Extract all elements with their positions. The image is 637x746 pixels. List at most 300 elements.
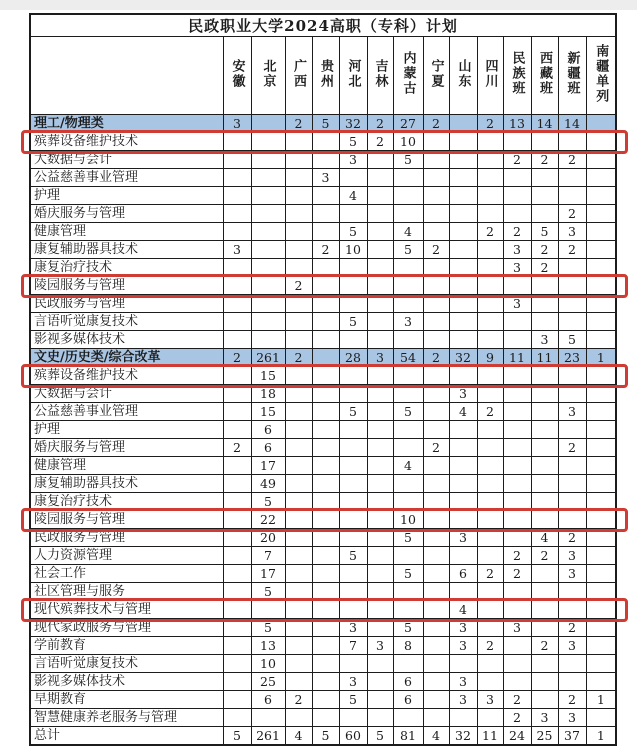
value-cell: 2 (558, 439, 586, 457)
value-cell (423, 205, 449, 223)
row-label: 公益慈善事业管理 (30, 169, 223, 187)
row-label: 言语听觉康复技术 (30, 655, 223, 673)
value-cell (477, 259, 503, 277)
value-cell (312, 529, 339, 547)
row-label: 人力资源管理 (30, 547, 223, 565)
value-cell (285, 367, 312, 385)
value-cell (477, 295, 503, 313)
value-cell: 3 (449, 673, 477, 691)
value-cell: 3 (449, 691, 477, 709)
value-cell: 4 (449, 601, 477, 619)
value-cell (558, 385, 586, 403)
value-cell: 2 (531, 259, 558, 277)
value-cell (423, 313, 449, 331)
major-row (30, 367, 616, 385)
value-cell: 2 (423, 439, 449, 457)
row-label: 现代殡葬技术与管理 (30, 601, 223, 619)
value-cell: 3 (449, 385, 477, 403)
value-cell (531, 565, 558, 583)
value-cell: 4 (393, 457, 423, 475)
value-cell (531, 511, 558, 529)
value-cell (312, 673, 339, 691)
value-cell (285, 619, 312, 637)
value-cell (558, 187, 586, 205)
value-cell (393, 583, 423, 601)
value-cell: 15 (251, 367, 285, 385)
value-cell (423, 403, 449, 421)
value-cell (449, 439, 477, 457)
value-cell: 5 (393, 619, 423, 637)
value-cell (285, 565, 312, 583)
value-cell (367, 421, 393, 439)
value-cell (339, 439, 367, 457)
value-cell (449, 133, 477, 151)
corner-cell (30, 37, 223, 115)
value-cell (558, 493, 586, 511)
major-row (30, 403, 616, 421)
value-cell (393, 709, 423, 727)
value-cell (477, 421, 503, 439)
value-cell (285, 511, 312, 529)
value-cell: 2 (477, 223, 503, 241)
value-cell (531, 313, 558, 331)
column-header-label: 南疆单列 (593, 43, 609, 104)
value-cell: 2 (285, 277, 312, 295)
value-cell (312, 655, 339, 673)
column-header-10 (477, 37, 503, 115)
enrollment-plan-table-wrap (29, 13, 617, 746)
value-cell: 5 (339, 403, 367, 421)
top-margin-strip (0, 0, 637, 10)
value-cell (285, 295, 312, 313)
value-cell: 2 (477, 565, 503, 583)
value-cell: 3 (367, 637, 393, 655)
row-label: 健康管理 (30, 223, 223, 241)
value-cell (586, 331, 616, 349)
value-cell (586, 547, 616, 565)
value-cell (285, 385, 312, 403)
value-cell (339, 655, 367, 673)
major-row (30, 457, 616, 475)
value-cell (393, 493, 423, 511)
value-cell: 11 (531, 349, 558, 367)
value-cell (312, 277, 339, 295)
value-cell (477, 331, 503, 349)
column-header-label: 吉林 (372, 58, 388, 89)
value-cell (449, 709, 477, 727)
value-cell (423, 169, 449, 187)
value-cell (531, 475, 558, 493)
major-row (30, 565, 616, 583)
value-cell (393, 421, 423, 439)
value-cell (586, 115, 616, 133)
value-cell (312, 439, 339, 457)
value-cell: 6 (393, 691, 423, 709)
value-cell (312, 223, 339, 241)
value-cell (285, 403, 312, 421)
title-row (30, 14, 616, 37)
value-cell (586, 205, 616, 223)
value-cell (477, 205, 503, 223)
column-header-1 (223, 37, 251, 115)
value-cell (393, 439, 423, 457)
value-cell (586, 403, 616, 421)
value-cell (423, 223, 449, 241)
major-row (30, 385, 616, 403)
value-cell (367, 457, 393, 475)
value-cell (531, 385, 558, 403)
value-cell (503, 205, 531, 223)
value-cell (423, 565, 449, 583)
value-cell: 3 (531, 709, 558, 727)
value-cell (223, 475, 251, 493)
value-cell (423, 421, 449, 439)
value-cell: 2 (285, 115, 312, 133)
value-cell (586, 313, 616, 331)
value-cell: 2 (223, 439, 251, 457)
value-cell: 2 (503, 709, 531, 727)
value-cell (503, 493, 531, 511)
value-cell (449, 223, 477, 241)
value-cell (339, 565, 367, 583)
value-cell (558, 367, 586, 385)
row-label: 婚庆服务与管理 (30, 205, 223, 223)
value-cell (285, 655, 312, 673)
total-row (30, 727, 616, 746)
value-cell: 5 (339, 691, 367, 709)
value-cell (285, 475, 312, 493)
column-header-row (30, 37, 616, 115)
major-row (30, 421, 616, 439)
row-label: 言语听觉康复技术 (30, 313, 223, 331)
value-cell: 3 (449, 619, 477, 637)
value-cell (586, 709, 616, 727)
value-cell (423, 673, 449, 691)
value-cell (477, 709, 503, 727)
value-cell (393, 331, 423, 349)
value-cell (449, 547, 477, 565)
value-cell: 2 (531, 151, 558, 169)
value-cell (558, 583, 586, 601)
value-cell (586, 187, 616, 205)
value-cell (367, 475, 393, 493)
value-cell (586, 601, 616, 619)
value-cell (312, 421, 339, 439)
value-cell (393, 655, 423, 673)
value-cell (285, 259, 312, 277)
column-header-label: 山东 (455, 58, 471, 89)
value-cell (251, 313, 285, 331)
column-header-4 (312, 37, 339, 115)
value-cell: 17 (251, 565, 285, 583)
row-label: 婚庆服务与管理 (30, 439, 223, 457)
value-cell: 3 (558, 547, 586, 565)
row-label: 康复治疗技术 (30, 493, 223, 511)
value-cell (339, 385, 367, 403)
value-cell (367, 619, 393, 637)
value-cell (339, 295, 367, 313)
major-row (30, 277, 616, 295)
value-cell (586, 565, 616, 583)
value-cell (312, 511, 339, 529)
value-cell (449, 295, 477, 313)
value-cell (367, 313, 393, 331)
value-cell: 6 (251, 421, 285, 439)
value-cell (423, 457, 449, 475)
major-row (30, 655, 616, 673)
value-cell (503, 637, 531, 655)
value-cell (531, 457, 558, 475)
value-cell (312, 313, 339, 331)
value-cell: 5 (251, 583, 285, 601)
major-row (30, 547, 616, 565)
value-cell (423, 151, 449, 169)
value-cell: 5 (312, 115, 339, 133)
value-cell (223, 169, 251, 187)
value-cell (285, 421, 312, 439)
value-cell (449, 457, 477, 475)
value-cell (223, 205, 251, 223)
value-cell (312, 547, 339, 565)
value-cell (531, 295, 558, 313)
value-cell (558, 313, 586, 331)
value-cell: 2 (558, 205, 586, 223)
value-cell (223, 277, 251, 295)
value-cell (531, 277, 558, 295)
value-cell: 5 (367, 727, 393, 746)
value-cell: 5 (339, 223, 367, 241)
row-label: 现代家政服务与管理 (30, 619, 223, 637)
value-cell (477, 169, 503, 187)
value-cell (423, 691, 449, 709)
value-cell (312, 331, 339, 349)
value-cell (339, 277, 367, 295)
value-cell (367, 331, 393, 349)
value-cell (477, 547, 503, 565)
value-cell: 2 (223, 349, 251, 367)
value-cell (586, 259, 616, 277)
value-cell (449, 475, 477, 493)
major-row (30, 673, 616, 691)
value-cell (339, 601, 367, 619)
value-cell (531, 205, 558, 223)
value-cell (367, 529, 393, 547)
value-cell: 2 (558, 241, 586, 259)
value-cell (312, 691, 339, 709)
column-header-13 (558, 37, 586, 115)
value-cell (223, 385, 251, 403)
major-row (30, 133, 616, 151)
column-header-14 (586, 37, 616, 115)
value-cell (367, 205, 393, 223)
row-label: 殡葬设备维护技术 (30, 367, 223, 385)
value-cell (477, 511, 503, 529)
value-cell (367, 655, 393, 673)
value-cell (531, 655, 558, 673)
value-cell (477, 529, 503, 547)
value-cell (449, 655, 477, 673)
value-cell (312, 583, 339, 601)
value-cell: 3 (558, 565, 586, 583)
value-cell (367, 187, 393, 205)
value-cell: 2 (367, 115, 393, 133)
value-cell (531, 421, 558, 439)
value-cell (339, 529, 367, 547)
value-cell: 10 (393, 511, 423, 529)
value-cell (312, 385, 339, 403)
value-cell (367, 493, 393, 511)
column-header-label: 民族班 (509, 51, 525, 96)
value-cell (503, 277, 531, 295)
major-row (30, 691, 616, 709)
value-cell (423, 259, 449, 277)
row-label: 文史/历史类/综合改革 (30, 349, 223, 367)
value-cell (251, 187, 285, 205)
value-cell (251, 241, 285, 259)
value-cell (503, 421, 531, 439)
value-cell: 13 (251, 637, 285, 655)
value-cell (449, 313, 477, 331)
value-cell (312, 367, 339, 385)
value-cell: 6 (251, 691, 285, 709)
value-cell (223, 367, 251, 385)
value-cell: 3 (339, 151, 367, 169)
value-cell (531, 439, 558, 457)
value-cell (477, 475, 503, 493)
value-cell: 2 (503, 151, 531, 169)
value-cell (367, 601, 393, 619)
value-cell (503, 529, 531, 547)
value-cell: 3 (558, 223, 586, 241)
value-cell (449, 583, 477, 601)
value-cell: 2 (503, 547, 531, 565)
value-cell: 49 (251, 475, 285, 493)
value-cell (312, 619, 339, 637)
value-cell (531, 169, 558, 187)
value-cell (423, 493, 449, 511)
value-cell (223, 529, 251, 547)
row-label: 陵园服务与管理 (30, 277, 223, 295)
value-cell (223, 583, 251, 601)
value-cell: 2 (531, 241, 558, 259)
value-cell (285, 601, 312, 619)
value-cell (586, 619, 616, 637)
column-header-9 (449, 37, 477, 115)
value-cell: 5 (339, 547, 367, 565)
value-cell (449, 241, 477, 259)
value-cell (423, 637, 449, 655)
value-cell (285, 709, 312, 727)
value-cell (449, 493, 477, 511)
value-cell: 20 (251, 529, 285, 547)
value-cell: 2 (477, 115, 503, 133)
value-cell (449, 187, 477, 205)
value-cell (251, 259, 285, 277)
value-cell (423, 475, 449, 493)
row-label: 健康管理 (30, 457, 223, 475)
value-cell (339, 367, 367, 385)
value-cell (477, 277, 503, 295)
value-cell: 4 (339, 187, 367, 205)
value-cell: 3 (503, 241, 531, 259)
value-cell: 3 (503, 259, 531, 277)
value-cell (223, 457, 251, 475)
value-cell: 3 (558, 637, 586, 655)
value-cell (223, 565, 251, 583)
value-cell: 2 (285, 691, 312, 709)
row-label: 民政服务与管理 (30, 529, 223, 547)
value-cell: 3 (477, 691, 503, 709)
value-cell: 5 (393, 403, 423, 421)
row-label: 智慧健康养老服务与管理 (30, 709, 223, 727)
value-cell: 32 (449, 727, 477, 746)
value-cell: 24 (503, 727, 531, 746)
value-cell (558, 601, 586, 619)
value-cell (586, 223, 616, 241)
value-cell: 81 (393, 727, 423, 746)
row-label: 康复辅助器具技术 (30, 475, 223, 493)
value-cell (423, 619, 449, 637)
value-cell (312, 295, 339, 313)
value-cell (312, 457, 339, 475)
section-header-row (30, 349, 616, 367)
value-cell: 5 (251, 493, 285, 511)
value-cell (251, 277, 285, 295)
major-row (30, 151, 616, 169)
value-cell: 3 (531, 331, 558, 349)
value-cell: 3 (558, 403, 586, 421)
value-cell: 32 (449, 349, 477, 367)
value-cell (223, 619, 251, 637)
value-cell (477, 601, 503, 619)
value-cell (393, 187, 423, 205)
value-cell (312, 637, 339, 655)
value-cell: 6 (449, 565, 477, 583)
value-cell (531, 403, 558, 421)
value-cell (503, 367, 531, 385)
value-cell (503, 169, 531, 187)
value-cell (367, 439, 393, 457)
value-cell (393, 547, 423, 565)
value-cell (339, 475, 367, 493)
value-cell: 1 (586, 727, 616, 746)
row-label: 公益慈善事业管理 (30, 403, 223, 421)
column-header-label: 西藏班 (537, 51, 552, 96)
value-cell (531, 133, 558, 151)
value-cell (339, 259, 367, 277)
row-label: 早期教育 (30, 691, 223, 709)
value-cell (251, 115, 285, 133)
value-cell (477, 439, 503, 457)
value-cell (503, 601, 531, 619)
major-row (30, 493, 616, 511)
value-cell (449, 115, 477, 133)
row-label: 康复辅助器具技术 (30, 241, 223, 259)
value-cell (223, 421, 251, 439)
column-header-8 (423, 37, 449, 115)
value-cell (586, 367, 616, 385)
value-cell (477, 187, 503, 205)
row-label: 社会工作 (30, 565, 223, 583)
value-cell (531, 673, 558, 691)
value-cell (477, 457, 503, 475)
value-cell: 3 (312, 169, 339, 187)
value-cell (312, 349, 339, 367)
column-header-label: 北京 (260, 58, 276, 89)
value-cell: 8 (393, 637, 423, 655)
value-cell (503, 673, 531, 691)
column-header-label: 内蒙古 (400, 51, 416, 96)
